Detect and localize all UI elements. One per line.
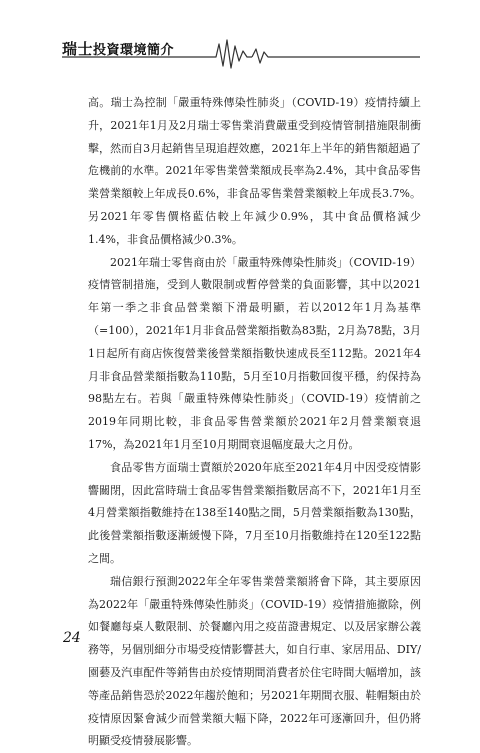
header-title-rest: 投資環境簡介 bbox=[93, 43, 175, 58]
header-title bbox=[62, 38, 174, 59]
header-title-lead: 瑞士 bbox=[62, 40, 94, 58]
paragraph-4: 瑞信銀行預測2022年全年零售業營業額將會下降，其主要原因為2022年「嚴重特殊傳染性肺炎」（COVID-19）疫情措施撤除，例如餐廳每桌人數限制、於餐廳內用之疫苗證書規定、以及居家辦公義務等，另個別細分市場受疫情影響甚大，如自行車、家居用品、DIY/園藝及汽車配件等銷售由於疫情期間消費者於住宅時間大幅增加，該等產品銷售恐於2022年趨於飽和；另2021年期間衣服、鞋帽類由於疫情原因緊會減少而營業額大幅下降，2022年可逐漸回升，但仍將明顯受疫情發展影響。 bbox=[88, 574, 421, 748]
paragraph-2: 2021年瑞士零售商由於「嚴重特殊傳染性肺炎」（COVID-19）疫情管制措施，受到人數限制或暫停營業的負面影響，其中以2021年第一季之非食品營業額下滑最明顯，若以2012年1月為基準（=100），2021年1月非食品營業額指數為83點，2月為78點，3月1日起所有商店恢復營業後營業額指數快速成長至112點。2021年4月非食品營業額指數為110點，5月至10月指數回復平穩，約保持為98點左右。若與「嚴重特殊傳染性肺炎」（COVID-19）疫情前之2019年同期比較，非食品零售營業額於2021年2月營業額衰退17%，為2021年1月至10月期間衰退幅度最大之月份。 bbox=[88, 255, 421, 451]
page-number: 24 bbox=[63, 630, 81, 646]
running-header bbox=[0, 30, 480, 70]
paragraph-3: 食品零售方面瑞士賣額於2020年底至2021年4月中因受疫情影響關閉，因此當時瑞士食品零售營業額指數居高不下，2021年1月至4月營業額指數維持在138至140點之間，5月營業額指數為130點，此後營業額指數逐漸緩慢下降，7月至10月指數維持在120至122點之間。 bbox=[88, 460, 421, 565]
body-text bbox=[88, 92, 421, 753]
paragraph-1: 高。瑞士為控制「嚴重特殊傳染性肺炎」（COVID-19）疫情持續上升，2021年1月及2月瑞士零售業消費嚴重受到疫情管制措施限制衝擊，然而自3月起銷售呈現追趕效應，2021年上半年的銷售額超過了危機前的水準。2021年零售業營業額成長率為2.4%，其中食品零售業營業額較上年成長0.6%，非食品零售業營業額較上年成長3.7%。另2021年零售價格藍估較上年減少0.9%，其中食品價格減少1.4%，非食品價格減少0.3%。 bbox=[88, 96, 421, 246]
